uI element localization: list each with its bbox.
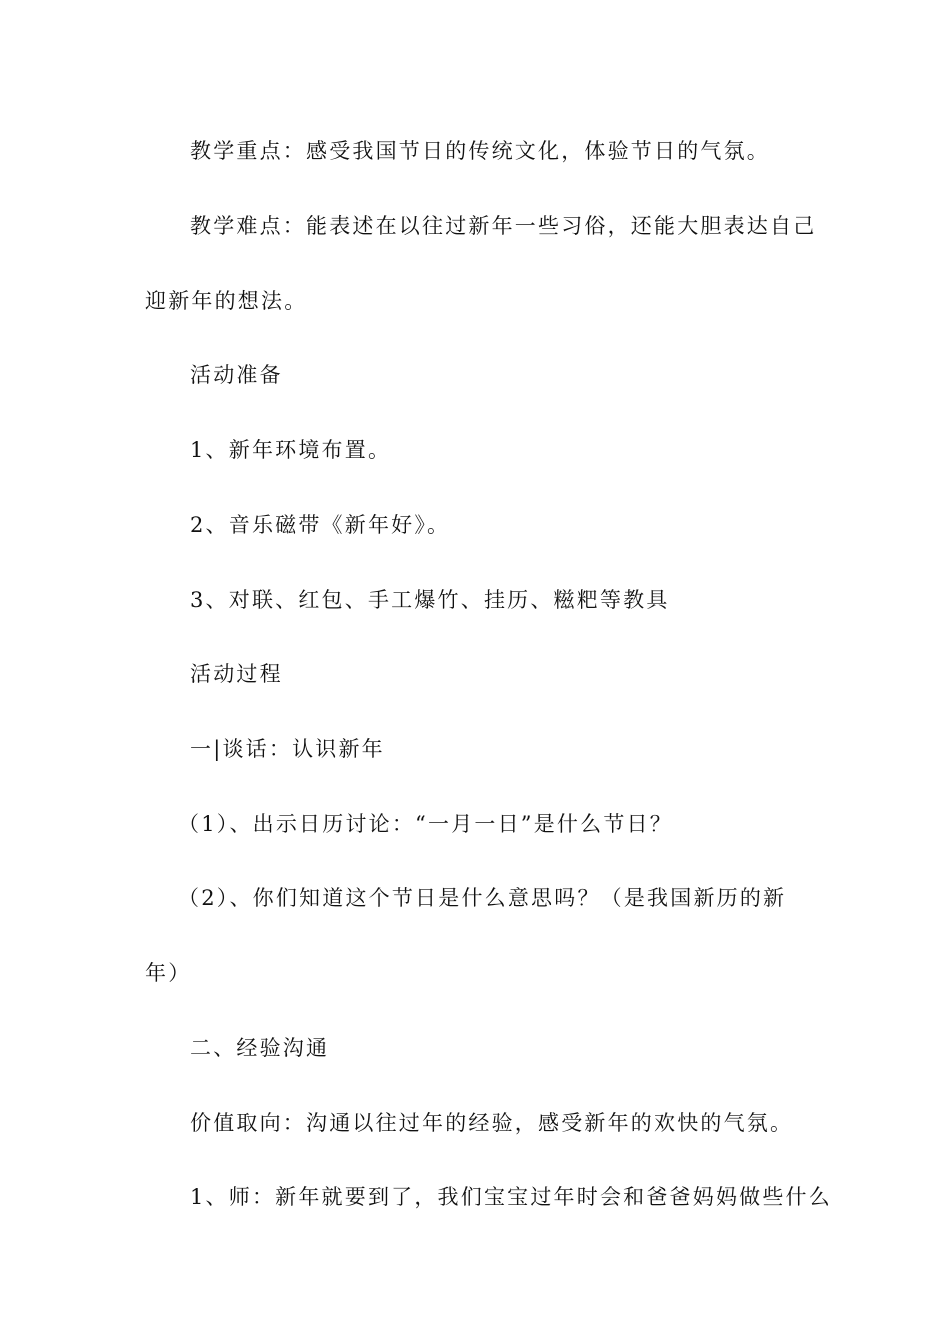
process-step-1-heading: 一|谈话：认识新年 <box>190 737 385 761</box>
process-step-2-heading: 二、经验沟通 <box>190 1036 330 1060</box>
process-step-1-item-2-continuation: 年） <box>145 961 192 985</box>
process-step-1-item-1: （1）、出示日历讨论：“一月一日”是什么节日？ <box>178 812 673 836</box>
value-orientation-line: 价值取向：沟通以往过年的经验，感受新年的欢快的气氛。 <box>190 1111 794 1135</box>
section-heading-process: 活动过程 <box>190 662 283 686</box>
teaching-difficulty-line: 教学难点：能表述在以往过新年一些习俗，还能大胆表达自己 <box>190 214 817 238</box>
preparation-item-3: 3、对联、红包、手工爆竹、挂历、糍粑等教具 <box>190 588 670 612</box>
teaching-difficulty-continuation: 迎新年的想法。 <box>145 289 308 313</box>
preparation-item-1: 1、新年环境布置。 <box>190 438 392 462</box>
teacher-prompt-line: 1、师：新年就要到了，我们宝宝过年时会和爸爸妈妈做些什么 <box>190 1185 832 1209</box>
preparation-item-2: 2、音乐磁带《新年好》。 <box>190 513 451 537</box>
teaching-focus-line: 教学重点：感受我国节日的传统文化，体验节日的气氛。 <box>190 139 770 163</box>
section-heading-preparation: 活动准备 <box>190 363 283 387</box>
process-step-1-item-2: （2）、你们知道这个节日是什么意思吗？（是我国新历的新 <box>178 886 787 910</box>
